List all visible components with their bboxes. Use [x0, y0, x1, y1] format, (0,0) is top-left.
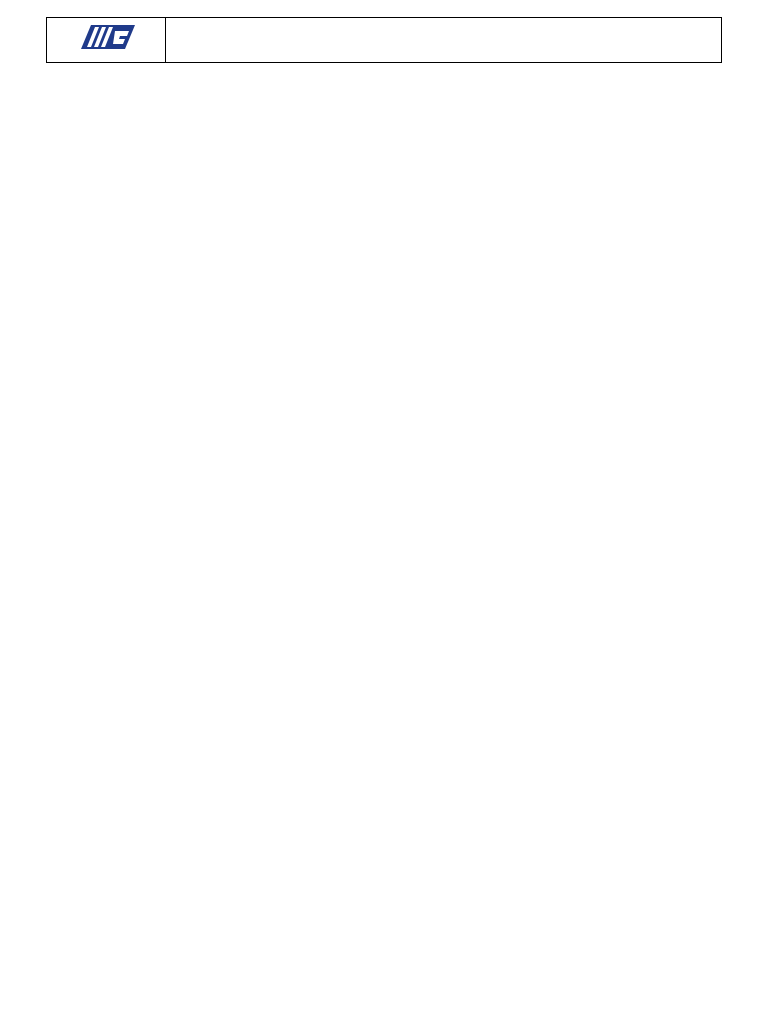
document-title [165, 18, 721, 62]
logo [47, 18, 166, 62]
eurowindow-logo-icon [75, 23, 137, 51]
document-header [46, 17, 722, 63]
